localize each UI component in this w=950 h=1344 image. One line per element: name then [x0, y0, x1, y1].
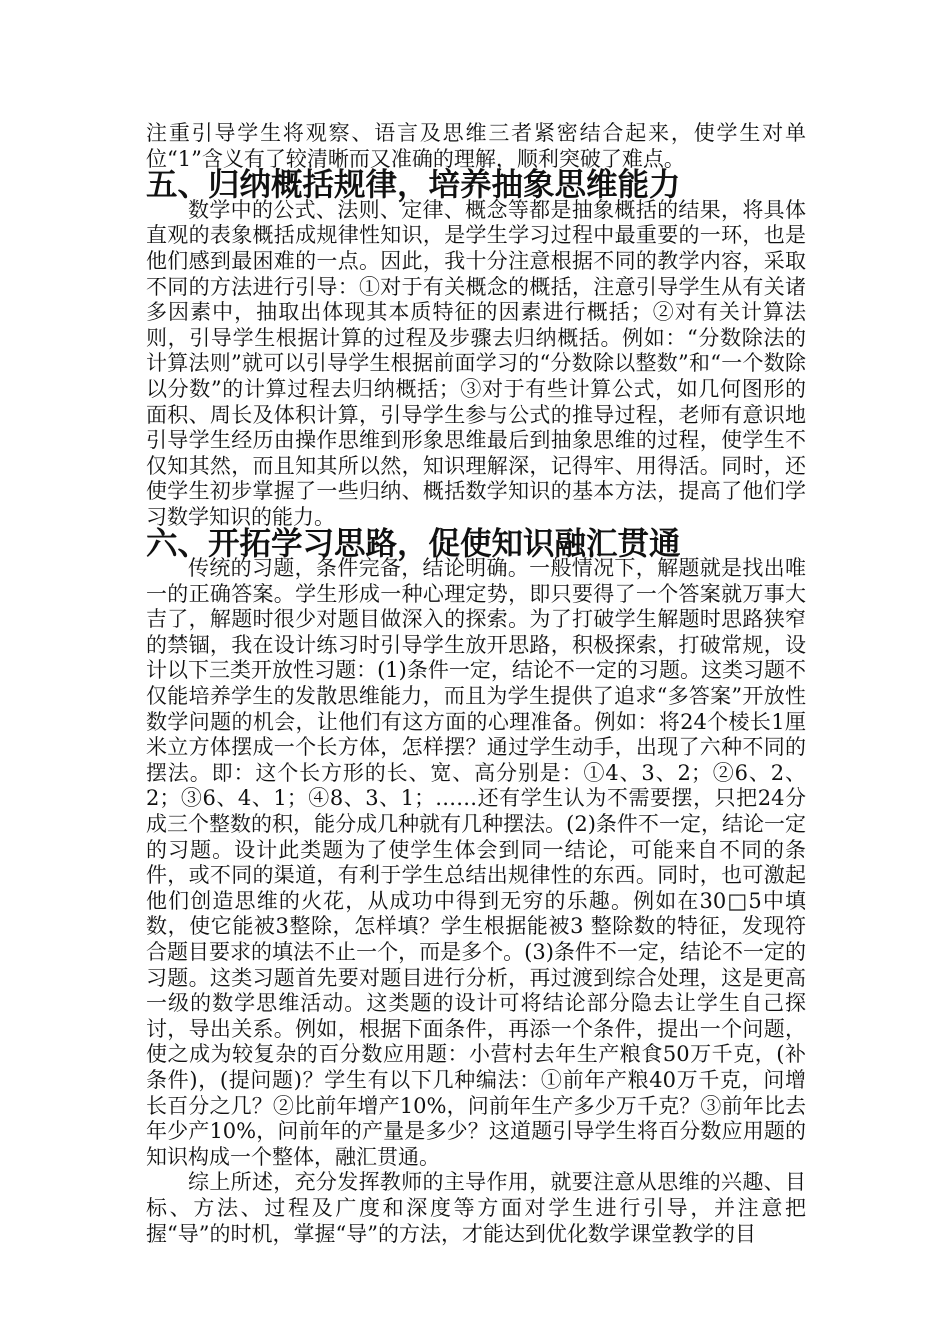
intro-paragraph: 注重引导学生将观察、语言及思维三者紧密结合起来，使学生对单位“1”含义有了较清晰而又准确的理解，顺利突破了难点。	[146, 121, 806, 171]
section-6-number: 六、	[146, 524, 210, 562]
section-6-title: 开拓学习思路，促使知识融汇贯通	[208, 524, 681, 562]
section-5-heading	[146, 166, 806, 204]
section-6-heading	[146, 524, 806, 562]
section-5-title: 归纳概括规律，培养抽象思维能力	[208, 166, 681, 204]
section-5-number: 五、	[146, 166, 210, 204]
document-page	[146, 121, 806, 1247]
section-5-body: 数学中的公式、法则、定律、概念等都是抽象概括的结果，将具体直观的表象概括成规律性知识，是学生学习过程中最重要的一环，也是他们感到最困难的一点。因此，我十分注意根据不同的教学内容，采取不同的方法进行引导：①对于有关概念的概括，注意引导学生从有关诸多因素中，抽取出体现其本质特征的因素进行概括；②对有关计算法则，引导学生根据计算的过程及步骤去归纳概括。例如：“分数除法的计算法则”就可以引导学生根据前面学习的“分数除以整数”和“一个数除以分数”的计算过程去归纳概括；③对于有些计算公式，如几何图形的面积、周长及体积计算，引导学生参与公式的推导过程，老师有意识地引导学生经历由操作思维到形象思维最后到抽象思维的过程，使学生不仅知其然，而且知其所以然，知识理解深，记得牢、用得活。同时，还使学生初步掌握了一些归纳、概括数学知识的基本方法，提高了他们学习数学知识的能力。	[146, 197, 806, 529]
conclusion-paragraph: 综上所述，充分发挥教师的主导作用，就要注意从思维的兴趣、目标、方法、过程及广度和深度等方面对学生进行引导，并注意把握“导”的时机，掌握“导”的方法，才能达到优化数学课堂教学的目	[146, 1170, 806, 1246]
section-6-body: 传统的习题，条件完备，结论明确。一般情况下，解题就是找出唯一的正确答案。学生形成一种心理定势，即只要得了一个答案就万事大吉了，解题时很少对题目做深入的探索。为了打破学生解题时思路狭窄的禁锢，我在设计练习时引导学生放开思路，积极探索，打破常规，设计以下三类开放性习题：(1)条件一定，结论不一定的习题。这类习题不仅能培养学生的发散思维能力，而且为学生提供了追求“多答案”开放性数学问题的机会，让他们有这方面的心理准备。例如：将24个棱长1厘米立方体摆成一个长方体，怎样摆？通过学生动手，出现了六种不同的摆法。即：这个长方形的长、宽、高分别是：①4、3、2；②6、2、2；③6、4、1；④8、3、1；……还有学生认为不需要摆，只把24分成三个整数的积，能分成几种就有几种摆法。(2)条件不一定，结论一定的习题。设计此类题为了使学生体会到同一结论，可能来自不同的条件，或不同的渠道，有利于学生总结出规律性的东西。同时，也可激起他们创造思维的火花，从成功中得到无穷的乐趣。例如在30□5中填数，使它能被3整除，怎样填？学生根据能被3 整除数的特征，发现符合题目要求的填法不止一个，而是多个。(3)条件不一定，结论不一定的习题。这类习题首先要对题目进行分析，再过渡到综合处理，这是更高一级的数学思维活动。这类题的设计可将结论部分隐去让学生自己探讨，导出关系。例如，根据下面条件，再添一个条件，提出一个问题，使之成为较复杂的百分数应用题：小营村去年生产粮食50万千克，(补条件)，(提问题)？学生有以下几种编法：①前年产粮40万千克，问增长百分之几？②比前年增产10%，问前年生产多少万千克？③前年比去年少产10%，问前年的产量是多少？这道题引导学生将百分数应用题的知识构成一个整体，融汇贯通。	[146, 556, 806, 1169]
